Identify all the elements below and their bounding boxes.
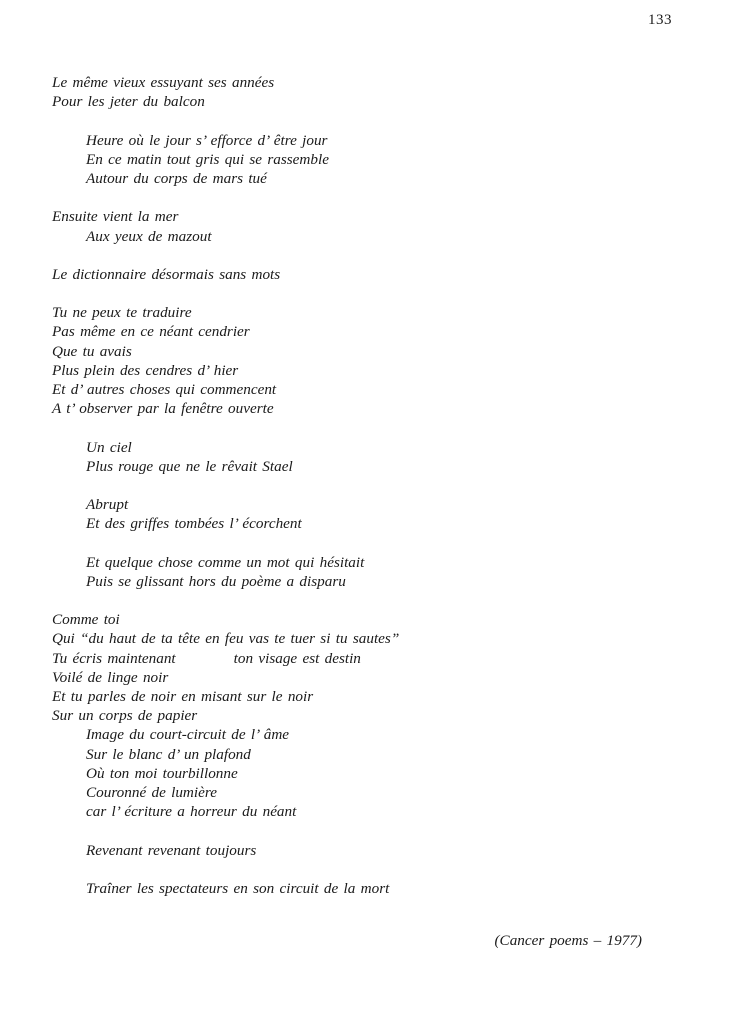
poem-line: Où ton moi tourbillonne [86, 764, 238, 782]
poem-line: Sur le blanc d’ un plafond [86, 745, 251, 763]
poem-line: Que tu avais [52, 342, 132, 360]
poem-line-left: Tu écris maintenant [52, 649, 176, 667]
poem-line-right: ton visage est destin [233, 649, 361, 667]
poem-line: Autour du corps de mars tué [86, 169, 267, 187]
poem-line: Plus rouge que ne le rêvait Stael [86, 457, 293, 475]
poem-line: Et d’ autres choses qui commencent [52, 381, 277, 398]
poem-line: Le même vieux essuyant ses années [52, 74, 275, 91]
poem-line: Qui “du haut de ta tête en feu vas te tuer si tu sautes” [52, 630, 400, 648]
poem-line: Et tu parles de noir en misant sur le noir [52, 688, 314, 705]
poem-line: Couronné de lumière [86, 783, 217, 801]
poem-body [52, 73, 672, 898]
page-number: 133 [648, 12, 672, 28]
poem-line: Pas même en ce néant cendrier [52, 323, 250, 341]
poem-line: Un ciel [86, 438, 132, 456]
poem-line-split [52, 649, 672, 668]
poem-line: A t’ observer par la fenêtre ouverte [52, 400, 274, 418]
poem-line: Plus plein des cendres d’ hier [52, 361, 239, 379]
poem-line: Aux yeux de mazout [86, 227, 212, 245]
poem-line: Traîner les spectateurs en son circuit de la mort [86, 879, 390, 897]
poem-line: Revenant revenant toujours [86, 841, 257, 859]
poem-line: Puis se glissant hors du poème a disparu [86, 572, 346, 590]
poem-line: Tu ne peux te traduire [52, 304, 192, 322]
poem-line: Abrupt [86, 496, 129, 514]
poem-line: Pour les jeter du balcon [52, 93, 205, 111]
poem-line: Image du court-circuit de l’ âme [86, 726, 290, 744]
poem-line: Ensuite vient la mer [52, 208, 179, 226]
poem-source-signature: (Cancer poems – 1977) [494, 932, 642, 949]
poem-line: car l’ écriture a horreur du néant [86, 803, 297, 821]
poem-line: Voilé de linge noir [52, 668, 169, 686]
poem-line: Sur un corps de papier [52, 707, 198, 725]
poem-line: Et des griffes tombées l’ écorchent [86, 515, 302, 533]
poem-line: Heure où le jour s’ efforce d’ être jour [86, 131, 328, 149]
poem-line: Comme toi [52, 611, 120, 629]
poem-line: Et quelque chose comme un mot qui hésitait [86, 553, 365, 571]
poem-line: En ce matin tout gris qui se rassemble [86, 150, 329, 168]
poem-line: Le dictionnaire désormais sans mots [52, 265, 281, 283]
